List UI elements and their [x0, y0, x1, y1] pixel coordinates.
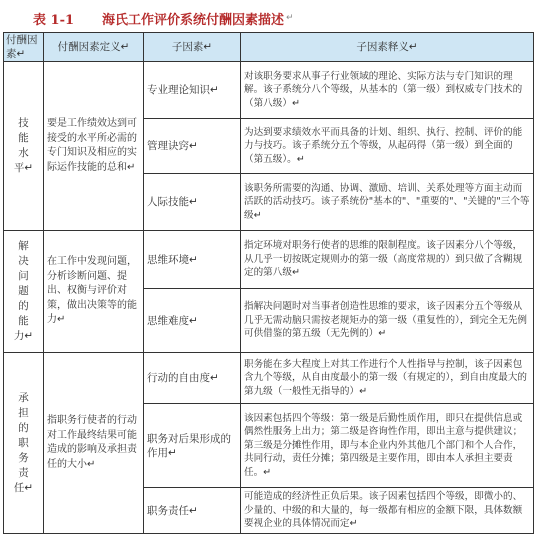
paragraph-mark: ↵ — [286, 13, 294, 23]
table-caption — [3, 6, 533, 30]
subfactor-cell: 管理诀窍↵ — [144, 119, 241, 174]
definition-cell-skill: 要是工作绩效达到可接受的水平所必需的专门知识及相应的实际运作技能的总和↵ — [44, 62, 144, 231]
header-definition: 付酬因素定义↵ — [44, 33, 144, 62]
definition-cell-problem-solving: 在工作中发现问题，分析诊断问题、提出、权衡与评价对策，做出决策等的能力↵ — [44, 231, 144, 353]
subfactor-cell: 职务责任↵ — [144, 488, 241, 534]
explanation-cell: 对该职务要求从事子行业领域的理论、实际方法与专门知识的理解。该子系统分八个等级，从基本的（第一级）到权威专门技术的（第八级）↵ — [241, 62, 534, 119]
table-header-row — [4, 33, 534, 62]
table-number: 表 1-1 — [33, 12, 75, 28]
explanation-cell: 指定环境对职务行使者的思维的限制程度。该子因素分八个等级，从几乎一切按既定规则办的第一级（高度常规的）到只做了含糊规定的第八级↵ — [241, 231, 534, 289]
header-explanation: 子因素释义↵ — [241, 33, 534, 62]
header-factor: 付酬因素↵ — [4, 33, 44, 62]
subfactor-cell: 职务对后果形成的作用↵ — [144, 404, 241, 488]
explanation-cell: 可能造成的经济性正负后果。该子因素包括四个等级，即微小的、少量的、中级的和大量的，每一级都有相应的金额下限，具体数额要视企业的具体情况而定↵ — [241, 488, 534, 534]
explanation-cell: 为达到要求绩效水平而具备的计划、组织、执行、控制、评价的能力与技巧。该子系统分五个等级，从起码得（第一级）到全面的（第五级）。↵ — [241, 119, 534, 174]
hay-factor-table — [3, 32, 534, 534]
explanation-cell: 职务能在多大程度上对其工作进行个人性指导与控制，该子因素包含九个等级，从自由度最小的第一级（有规定的），到自由度最大的第九级（一般性无指导的）↵ — [241, 353, 534, 404]
subfactor-cell: 思维环境↵ — [144, 231, 241, 289]
table-row — [4, 62, 534, 119]
explanation-cell: 指解决问题时对当事者创造性思维的要求，该子因素分五个等级从几乎无需动脑只需按老规矩办的第一级（重复性的），到完全无先例可供借鉴的第五级（无先例的）↵ — [241, 289, 534, 353]
explanation-cell: 该职务所需要的沟通、协调、激励、培训、关系处理等方面主动而活跃的活动技巧。该子系统份"基本的"、"重要的"、"关键的"三个等级↵ — [241, 174, 534, 231]
subfactor-cell: 人际技能↵ — [144, 174, 241, 231]
subfactor-cell: 行动的自由度↵ — [144, 353, 241, 404]
factor-cell-problem-solving: 解 决 问 题 的 能 力↵ — [4, 231, 44, 353]
definition-cell-accountability: 指职务行使者的行动对工作最终结果可能造成的影响及承担责任的大小↵ — [44, 353, 144, 534]
table-row — [4, 353, 534, 404]
header-subfactor: 子因素↵ — [144, 33, 241, 62]
factor-cell-skill: 技 能 水 平↵ — [4, 62, 44, 231]
table-row — [4, 231, 534, 289]
factor-cell-accountability: 承 担 的 职 务 责 任↵ — [4, 353, 44, 534]
subfactor-cell: 专业理论知识↵ — [144, 62, 241, 119]
subfactor-cell: 思维难度↵ — [144, 289, 241, 353]
explanation-cell: 该因素包括四个等级：第一级是后勤性质作用，即只在提供信息或偶然性服务上出力；第二级是咨询性作用，即出主意与提供建议；第三级是分摊性作用，即与本企业内外其他几个部门和个人合作，共同行动，责任分摊；第四级是主要作用，即由本人承担主要责任。↵ — [241, 404, 534, 488]
table-title: 海氏工作评价系统付酬因素描述 — [102, 12, 285, 28]
